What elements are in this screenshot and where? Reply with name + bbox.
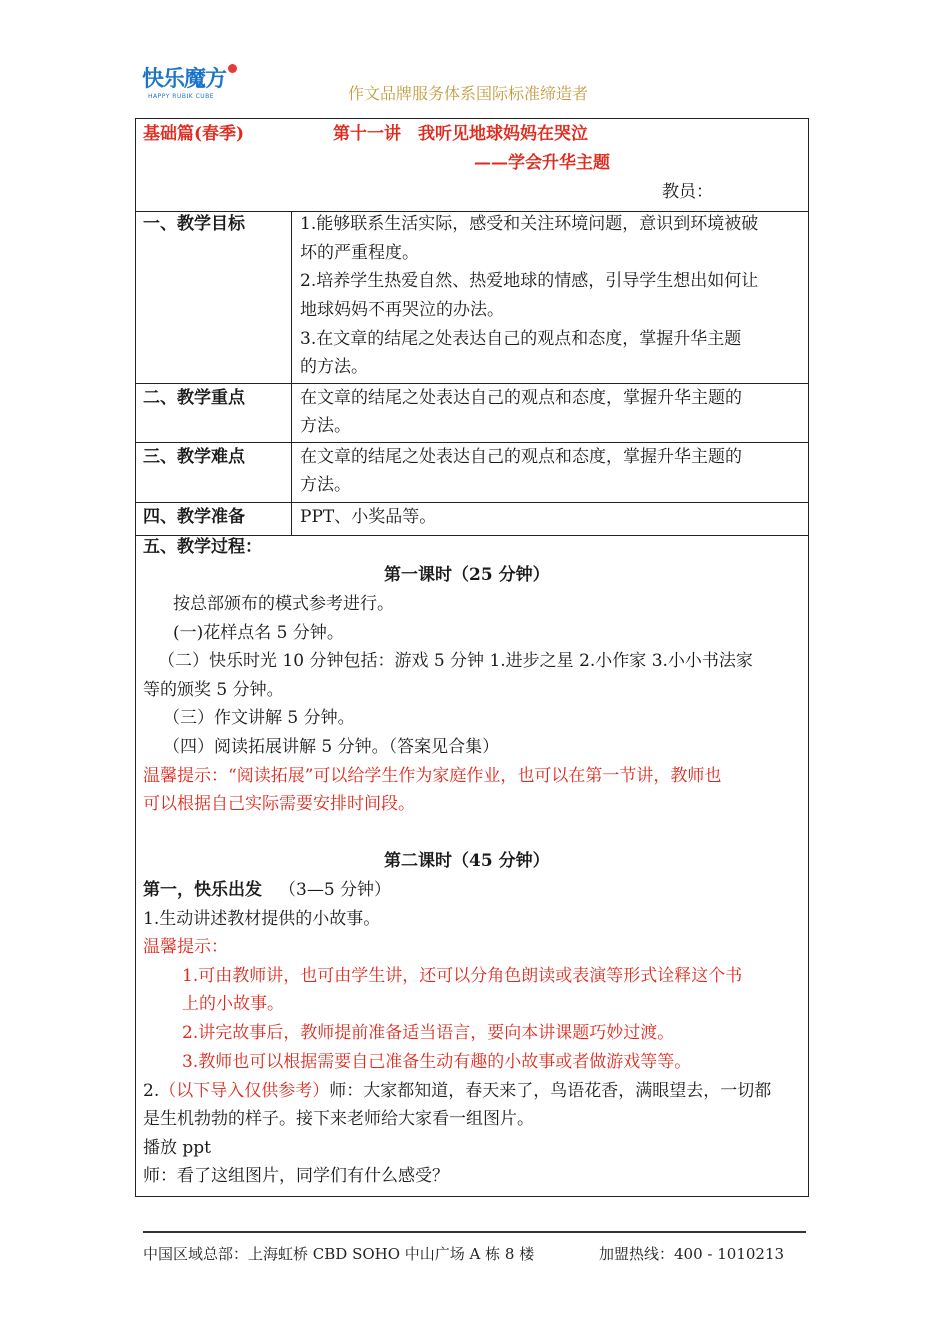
lesson1-tip: 温馨提示：“阅读拓展”可以给学生作为家庭作业，也可以在第一节讲，教师也 (143, 766, 722, 786)
lesson2-question: 师：看了这组图片，同学们有什么感受？ (143, 1166, 449, 1186)
preparation-text: PPT、小奖品等。 (300, 507, 437, 527)
brand-logo (142, 62, 238, 108)
difficulties-line: 在文章的结尾之处表达自己的观点和态度，掌握升华主题的 (300, 447, 742, 467)
lesson2-tip: 1.可由教师讲，也可由学生讲，还可以分角色朗读或表演等形式诠释这个书 (182, 966, 743, 986)
series-label: 基础篇(春季) (143, 124, 245, 144)
lesson1-item: (一)花样点名 5 分钟。 (173, 623, 344, 643)
lesson2-step: 是生机勃勃的样子。接下来老师给大家看一组图片。 (143, 1109, 534, 1129)
lesson1-item: （三）作文讲解 5 分钟。 (163, 708, 355, 728)
lecture-title: 第十一讲 我听见地球妈妈在哭泣 (333, 124, 588, 144)
part1-time: （3—5 分钟） (279, 880, 392, 900)
teacher-label: 教员： (662, 182, 713, 202)
header-slogan: 作文品牌服务体系国际标准缔造者 (348, 84, 589, 103)
lesson2-tip: 2.讲完故事后，教师提前准备适当语言，要向本讲课题巧妙过渡。 (182, 1023, 675, 1043)
goal-line: 地球妈妈不再哭泣的办法。 (300, 300, 504, 320)
lesson1-tip: 可以根据自己实际需要安排时间段。 (143, 794, 415, 814)
lesson2-step (143, 1077, 771, 1106)
lesson2-step: 1.生动讲述教材提供的小故事。 (143, 909, 381, 929)
footer-address: 中国区域总部：上海虹桥 CBD SOHO 中山广场 A 栋 8 楼 (143, 1245, 535, 1263)
lesson2-tip: 3.教师也可以根据需要自己准备生动有趣的小故事或者做游戏等等。 (182, 1052, 692, 1072)
key-points-label: 二、教学重点 (143, 388, 245, 408)
logo-text: 快乐魔方 (142, 67, 227, 92)
part1-title: 第一，快乐出发 (143, 880, 262, 900)
goal-line: 1.能够联系生活实际，感受和关注环境问题，意识到环境被破 (300, 214, 759, 234)
lesson2-step: 播放 ppt (143, 1138, 211, 1158)
lecture-subtitle: ——学会升华主题 (474, 153, 610, 173)
goals-label: 一、教学目标 (143, 214, 245, 234)
logo-ball-icon (228, 64, 237, 73)
footer-divider (143, 1231, 806, 1233)
step2-prefix: 2. (143, 1081, 160, 1101)
difficulties-line: 方法。 (300, 475, 351, 495)
step2-text: 师：大家都知道，春天来了，鸟语花香，满眼望去，一切都 (329, 1081, 772, 1101)
preparation-label: 四、教学准备 (143, 507, 245, 527)
goal-line: 坏的严重程度。 (300, 243, 419, 263)
footer-hotline: 加盟热线：400 - 1010213 (599, 1245, 785, 1263)
lesson2-heading: 第二课时（45 分钟） (384, 851, 550, 871)
process-label: 五、教学过程： (143, 537, 262, 557)
key-points-line: 方法。 (300, 416, 351, 436)
lesson2-tip-label: 温馨提示： (143, 937, 228, 957)
goal-line: 的方法。 (300, 357, 368, 377)
lesson1-heading: 第一课时（25 分钟） (384, 565, 550, 585)
lesson1-item: 等的颁奖 5 分钟。 (143, 680, 284, 700)
step2-note: （以下导入仅供参考） (159, 1081, 330, 1101)
lesson1-item: （二）快乐时光 10 分钟包括：游戏 5 分钟 1.进步之星 2.小作家 3.小小书法家 (158, 651, 753, 671)
goal-line: 2.培养学生热爱自然、热爱地球的情感，引导学生想出如何让 (300, 271, 759, 291)
key-points-line: 在文章的结尾之处表达自己的观点和态度，掌握升华主题的 (300, 388, 742, 408)
lesson1-item: （四）阅读拓展讲解 5 分钟。（答案见合集） (163, 737, 500, 757)
difficulties-label: 三、教学难点 (143, 447, 245, 467)
lesson2-tip: 上的小故事。 (182, 994, 284, 1014)
goal-line: 3.在文章的结尾之处表达自己的观点和态度，掌握升华主题 (300, 329, 742, 349)
column-divider (291, 211, 292, 535)
logo-subtext: HAPPY RUBIK CUBE (148, 93, 215, 100)
lesson1-intro: 按总部颁布的模式参考进行。 (173, 594, 394, 614)
